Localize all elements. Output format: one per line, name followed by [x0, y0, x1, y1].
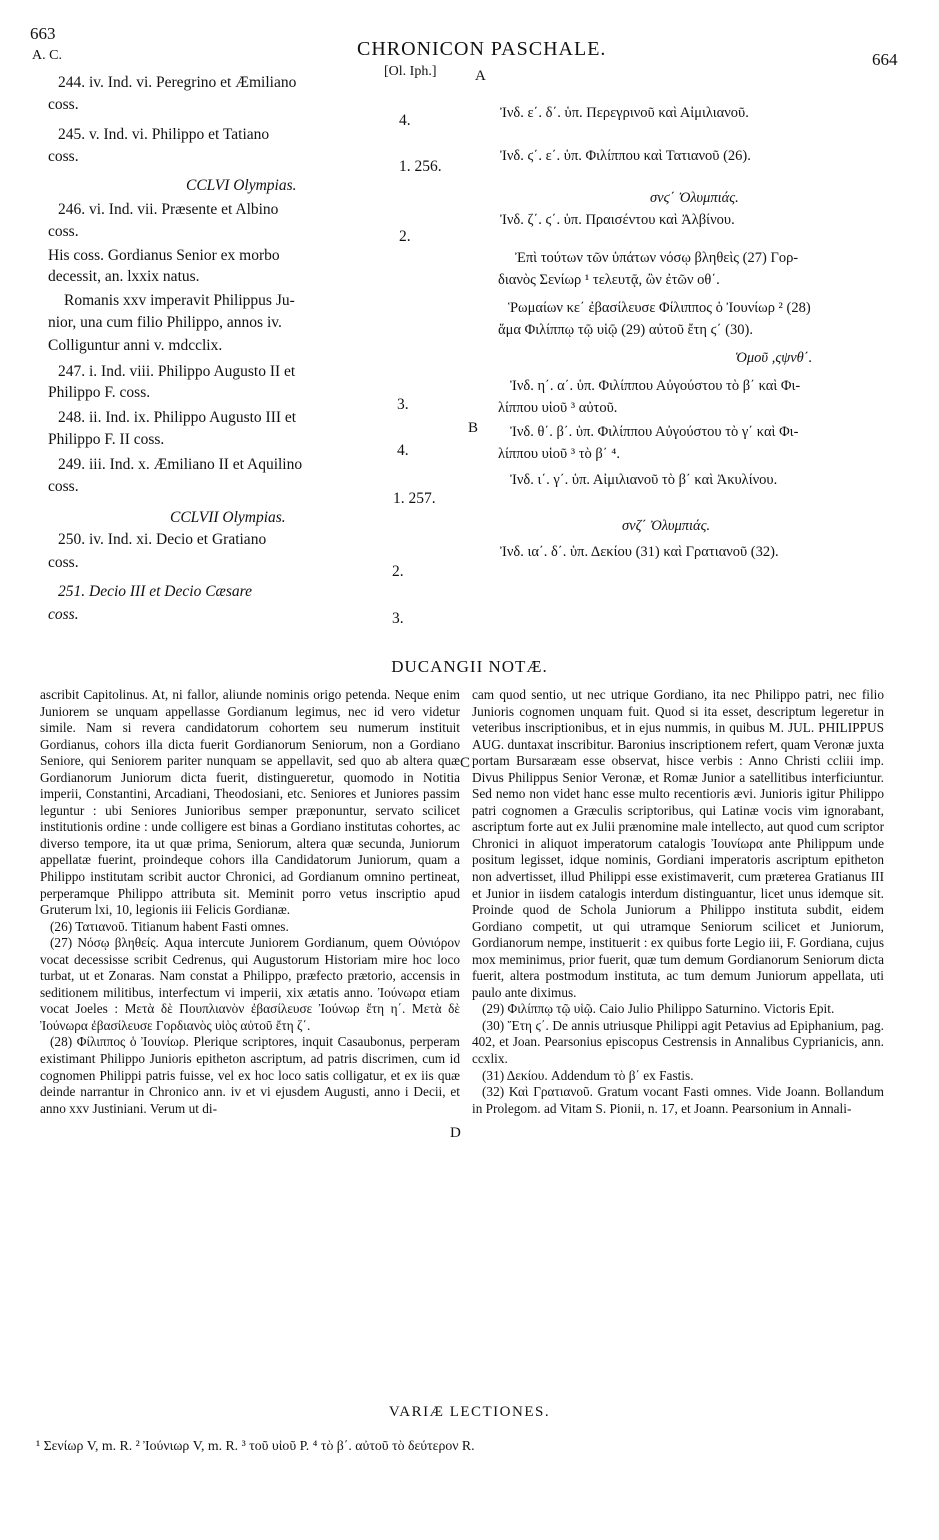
latin-line: decessit, an. lxxix natus. — [48, 268, 200, 285]
notes-right-column — [472, 687, 884, 1117]
greek-line: Ἰνδ. θ΄. β΄. ὑπ. Φιλίππου Αὐγούστου τὸ γ΄ καὶ Φι- — [510, 424, 799, 440]
latin-line: 245. v. Ind. vi. Philippo et Tatiano — [58, 126, 270, 143]
olympiad-year: 1. 256. — [399, 158, 442, 175]
latin-line: 251. Decio III et Decio Cæsare — [58, 583, 252, 600]
latin-line: His coss. Gordianus Senior ex morbo — [48, 247, 280, 264]
latin-line: 246. vi. Ind. vii. Præsente et Albino — [58, 201, 279, 218]
note-paragraph: cam quod sentio, ut nec utrique Gordiano, ita nec Philippo patri, nec filio Junioris cognomen unquam fuit. Quod si ita esset, descriptum legeretur in veteribus inscriptionibus, et in ejus nummis, in quibus M. JUL. PHILIPPUS AUG. duntaxat inscribitur. Baronius inscriptionem refert, quam Veronæ juxta portam Bursaræam esse observat, hisce verbis : Anno Christi ccliii imp. Divus Philippus Senior Veronæ, et Romæ Junior a satellitibus interficiuntur. Sed nemo non videt hanc esse multo recentioris ævi. Junioris igitur Philippo patri cognomen a Græculis scriptoribus, qui Latinæ vocis vim ignorabant, ascriptum forte aut ex Julii prænomine male intellecto, aut quod cum scriptor Chronici in aliquot imperatorum catalogis Ἰουνίωρα ante Philippum unde positum legisset, idque nominis, Gordiani imperatoris ascriptum epitheton non advertisset, illud Philippi esse existimaverit, cum præterea Gratianus III et Junior in iisdem catalogis interdum distinguantur, licet unus idemque sit. Proinde quod de Schola Juniorum a Philippo instituta subdit, eidem Gordiano competit, ut qui utramque Seniorum scilicet et Juniorum, Gordianorum nempe, instituerit : ex quibus forte Legio iii, F. Gordiana, cujus mox meminimus, prior fuerit, quæ tum demum Gordianorum Seniorum dicta fuerit, altera postmodum instituta, ac tum demum Juniorum appellata, uti paulo ante diximus. — [472, 687, 884, 1000]
latin-line: nior, una cum filio Philippo, annos iv. — [48, 314, 282, 331]
note-paragraph: (28) Φίλιππος ὁ Ἰουνίωρ. Plerique scriptores, inquit Casaubonus, perperam existimant Philippo Junioris epitheton ascriptum, ad patris discrimen, cum id cognomen Philippi patris fuisse, vel ex hoc loco satis colligatur, et ex iis quæ deinde narrantur in Chronico ann. iv et vi ejusdem Augusti, anno i Decii, et anno xxv Justiniani. Verum ut di- — [40, 1034, 460, 1116]
latin-line: coss. — [48, 223, 79, 240]
olympiad-year: 3. — [397, 396, 409, 413]
greek-line: Ῥωμαίων κε΄ ἐβασίλευσε Φίλιππος ὁ Ἰουνίωρ ² (28) — [508, 300, 811, 316]
note-paragraph: (30) Ἔτη ϛ΄. De annis utriusque Philippi agit Petavius ad Epiphanium, pag. 402, et Joan. Pearsonius episcopus Cestrensis in Annalibus Cyprianicis, ann. ccxlix. — [472, 1017, 884, 1067]
greek-line: λίππου υἱοῦ ³ αὐτοῦ. — [498, 400, 618, 416]
note-paragraph: (31) Δεκίου. Addendum τὸ β΄ ex Fastis. — [482, 1067, 694, 1083]
olympiad-heading: σνϛ΄ Ὀλυμπιάς. — [650, 190, 739, 206]
latin-line: Philippo F. coss. — [48, 384, 151, 401]
greek-line: Ἰνδ. ϛ΄. ε΄. ὑπ. Φιλίππου καὶ Τατιανοῦ (26). — [500, 148, 751, 164]
notes-title: DUCANGII NOTÆ. — [391, 657, 548, 676]
latin-line: 249. iii. Ind. x. Æmiliano II et Aquilino — [58, 456, 303, 473]
greek-line: Ἰνδ. η΄. α΄. ὑπ. Φιλίππου Αὐγούστου τὸ β΄ καὶ Φι- — [510, 378, 801, 394]
olympiad-heading: CCLVII Olympias. — [170, 509, 286, 526]
greek-line: Ἰνδ. ια΄. δ΄. ὑπ. Δεκίου (31) καὶ Γρατιανοῦ (32). — [500, 544, 779, 560]
notes-left-column — [40, 687, 460, 1117]
page-number-left: 663 — [30, 24, 56, 43]
latin-line: Colliguntur anni v. mdcclix. — [48, 337, 223, 354]
latin-line: coss. — [48, 96, 79, 113]
column-head-olympiad: [Ol. Iph.] — [384, 64, 437, 79]
olympiad-heading: σνζ΄ Ὀλυμπιάς. — [622, 518, 711, 534]
column-marker-d: D — [450, 1125, 461, 1141]
olympiad-year: 4. — [397, 442, 409, 459]
note-paragraph: (26) Τατιανοῦ. Titianum habent Fasti omnes. — [50, 918, 289, 934]
variae-line: ¹ Σενίωρ V, m. R. ² Ἰούνιωρ V, m. R. ³ τοῦ υἱοῦ P. ⁴ τὸ β΄. αὐτοῦ τὸ δεύτερον R. — [36, 1438, 475, 1453]
greek-line: Ἰνδ. ι΄. γ΄. ὑπ. Αἰμιλιανοῦ τὸ β΄ καὶ Ἀκυλίνου. — [510, 472, 778, 488]
latin-line: coss. — [48, 148, 79, 165]
column-marker-b: B — [468, 420, 479, 436]
latin-line: 250. iv. Ind. xi. Decio et Gratiano — [58, 531, 267, 548]
greek-line: διανὸς Σενίωρ ¹ τελευτᾷ, ὢν ἐτῶν οθ΄. — [498, 272, 720, 288]
latin-line: Philippo F. II coss. — [48, 431, 165, 448]
column-marker-c: C — [460, 755, 471, 771]
olympiad-sum: Ὁμοῦ ,ςψνθ΄. — [735, 350, 813, 366]
note-paragraph: (27) Νόσῳ βληθείς. Aqua intercute Juniorem Gordianum, quem Οὐνιόρον vocat decessisse scribit Cedrenus, qui Augustorum Historiam mire hoc loco turbat, ut et Zonaras. Nam constat a Philippo, præfecto prætorio, accensis in seditionem militibus, interfectum vi imperii, xix ætatis anno. Ἰούνωρα etiam vocat Joeles : Μετὰ δὲ Πουπλιανὸν ἐβασίλευσε Ἰούνωρ ἔτη η΄. Μετὰ δὲ Ἰούνωρα ἐβασίλευσε Γορδιανὸς υἱὸς αὐτοῦ ἔτη ζ΄. — [40, 935, 460, 1033]
latin-line: 244. iv. Ind. vi. Peregrino et Æmiliano — [58, 74, 297, 91]
variae-title: VARIÆ LECTIONES. — [388, 1404, 551, 1420]
note-paragraph: ascribit Capitolinus. At, ni fallor, aliunde nominis origo petenda. Neque enim Juniorem se unquam appellasse Gordianum legimus, nec id vero videtur simile. Nam si revera candidatorum cohortem seu numerum instituit Gordianus, cohors illa dicta fuerit Gordianorum Seniorum, non a Gordiano Seniore, qui Seniorem pariter nunquam se appellavit, sed quo ab altera quæ Gordianorum Juniorum dicta fuerit, distingueretur, quomodo in Notitia imperii, Constantini, Arcadiani, Theodosiani, etc. Seniores et Juniores passim leguntur : ubi Seniores Junioribus semper præponuntur, servato scilicet institutionis ordine : unde colligere est binas a Gordiano institutas cohortes, ac diverso tempore, ita ut quæ prima, Seniorum, altera quæ secunda, Juniorum appellatæ fuerint, proindeque cohors illa Candidatorum Juniorum, quam a Philippo institutam scribit auctor Chronici, ad Gordianum omnino pertineat, perperamque Philippo attributa sit. Meminit porro vetus inscriptio apud Gruterum lxi, 10, legionis iii Felicis Gordianæ. — [40, 687, 460, 918]
latin-line: coss. — [48, 606, 79, 623]
olympiad-year: 2. — [392, 563, 404, 580]
greek-line: λίππου υἱοῦ ³ τὸ β΄ ⁴. — [498, 446, 620, 462]
greek-line: Ἰνδ. ε΄. δ΄. ὑπ. Περεγρινοῦ καὶ Αἰμιλιανοῦ. — [500, 105, 749, 121]
greek-line: Ἐπὶ τούτων τῶν ὑπάτων νόσῳ βληθεὶς (27) Γορ- — [515, 250, 799, 266]
latin-line: coss. — [48, 478, 79, 495]
latin-line: 247. i. Ind. viii. Philippo Augusto II et — [58, 363, 296, 380]
note-paragraph: (32) Καὶ Γρατιανοῦ. Gratum vocant Fasti omnes. Vide Joann. Bollandum in Prolegom. ad Vitam S. Pionii, n. 17, et Joann. Pearsonium in Annali- — [472, 1084, 884, 1116]
latin-line: Romanis xxv imperavit Philippus Ju- — [64, 292, 295, 309]
olympiad-heading: CCLVI Olympias. — [186, 177, 297, 194]
column-head-anno: A. C. — [32, 48, 62, 63]
running-title: CHRONICON PASCHALE. — [357, 38, 607, 60]
latin-line: coss. — [48, 554, 79, 571]
page-number-right: 664 — [872, 50, 898, 69]
greek-line: Ἰνδ. ζ΄. ϛ΄. ὑπ. Πραισέντου καὶ Ἀλβίνου. — [500, 212, 735, 228]
note-paragraph: (29) Φιλίππῳ τῷ υἱῷ. Caio Julio Philippo Saturnino. Victoris Epit. — [482, 1001, 835, 1017]
olympiad-year: 1. 257. — [393, 490, 436, 507]
latin-line: 248. ii. Ind. ix. Philippo Augusto III et — [58, 409, 297, 426]
column-marker-a: A — [475, 68, 486, 84]
olympiad-year: 3. — [392, 610, 404, 627]
greek-line: ἅμα Φιλίππῳ τῷ υἱῷ (29) αὐτοῦ ἔτη ϛ΄ (30). — [498, 322, 753, 338]
olympiad-year: 4. — [399, 112, 411, 129]
olympiad-year: 2. — [399, 228, 411, 245]
